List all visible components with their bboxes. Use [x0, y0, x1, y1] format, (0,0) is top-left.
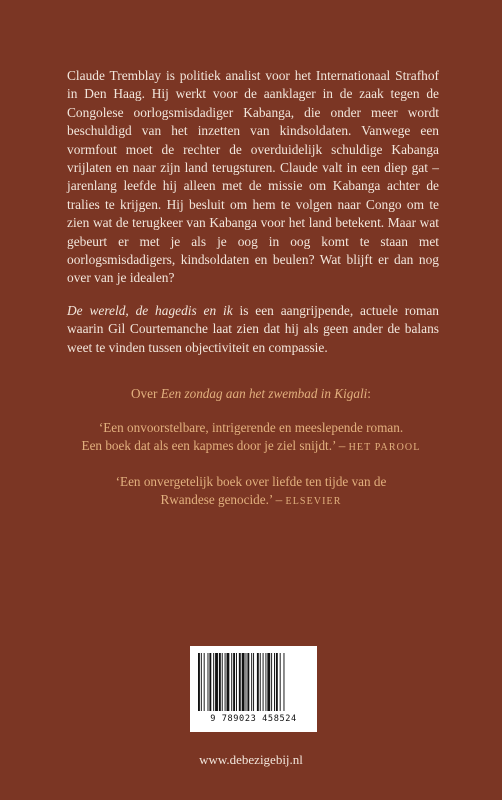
quote-line: [40, 491, 462, 511]
barcode-bar: [209, 653, 211, 711]
quote-line: [40, 437, 462, 457]
barcode-bar: [271, 653, 272, 711]
barcode-bar: [247, 653, 249, 711]
quote-dash: –: [335, 438, 349, 453]
barcode-bar: [219, 653, 221, 711]
quote-text: Een boek dat als een kapmes door je ziel snijdt.’: [81, 438, 336, 453]
barcode-bar: [265, 653, 266, 711]
review-quotes: [40, 385, 462, 527]
quote-dash: –: [272, 492, 286, 507]
barcode-bar: [227, 653, 230, 711]
barcode-bar: [253, 653, 254, 711]
barcode-bar: [222, 653, 223, 711]
barcode-bar: [267, 653, 270, 711]
quote-line: ‘Een onvoorstelbare, intrigerende en meeslepende roman.: [98, 420, 404, 435]
previous-book-title: Een zondag aan het zwembad in Kigali: [160, 386, 368, 401]
barcode-bar: [251, 653, 252, 711]
quotes-intro-prefix: Over: [131, 386, 161, 401]
quotes-intro-suffix: :: [367, 386, 371, 401]
barcode-bar: [198, 653, 200, 711]
barcode: [190, 646, 317, 732]
barcode-bar: [204, 653, 205, 711]
blurb-paragraph-2: [67, 302, 439, 357]
blurb-paragraph-1: Claude Tremblay is politiek analist voor het Internationaal Strafhof in Den Haag. Hij werkt voor de aanklager in de zaak tegen de Congolese oorlogsmisdadiger Kabanga, die onder meer wordt beschuldigd van het inzetten van kindsoldaten. Vanwege een vormfout moet de rechter de overduidelijk schuldige Kabanga vrijlaten en naar zijn land terugsturen. Claude valt in een diep gat – jarenlang leefde hij alleen met de missie om Kabanga achter de tralies te krijgen. Hij besluit om hem te volgen naar Congo om te zien wat de terugkeer van Kabanga voor het land betekent. Maar wat gebeurt er met je als je oog in oog komt te staan met oorlogsmisdadigers, kindsoldaten en beulen? Wat blijft er dan nog over van je idealen?: [67, 68, 439, 286]
barcode-bar: [208, 653, 209, 711]
quote-source: HET PAROOL: [348, 442, 421, 453]
barcode-bar: [260, 653, 261, 711]
barcode-bar: [274, 653, 275, 711]
barcode-bar: [284, 653, 285, 711]
review-quote: [40, 419, 462, 457]
barcode-bar: [246, 653, 247, 711]
publisher-website: www.debezigebij.nl: [199, 752, 303, 767]
barcode-bar: [201, 653, 202, 711]
barcode-bar: [215, 653, 218, 711]
blurb: [67, 67, 439, 357]
barcode-bar: [242, 653, 245, 711]
quote-text: Rwandese genocide.’: [160, 492, 273, 507]
barcode-bar: [280, 653, 281, 711]
quotes-intro: [40, 385, 462, 403]
quote-line: ‘Een onvergetelijk boek over liefde ten tijde van de: [115, 474, 387, 489]
book-title: De wereld, de hagedis en ik: [67, 302, 233, 318]
barcode-bar: [231, 653, 232, 711]
barcode-bar: [263, 653, 264, 711]
barcode-bar: [257, 653, 259, 711]
barcode-bar: [213, 653, 214, 711]
barcode-bar: [239, 653, 241, 711]
isbn-number: 9 789023 458524: [210, 714, 297, 724]
blurb-paragraph-2-text: is een aangrijpende, actuele roman waarin Gil Courtemanche laat zien dat hij als geen ander de balans weet te vinden tussen objectiviteit en compassie.: [67, 302, 439, 355]
review-quote: [40, 473, 462, 511]
barcode-bar: [276, 653, 278, 711]
quote-source: ELSEVIER: [285, 496, 342, 507]
barcode-bars: [197, 653, 310, 711]
barcode-bar: [233, 653, 235, 711]
barcode-bar: [236, 653, 237, 711]
barcode-bar: [225, 653, 226, 711]
